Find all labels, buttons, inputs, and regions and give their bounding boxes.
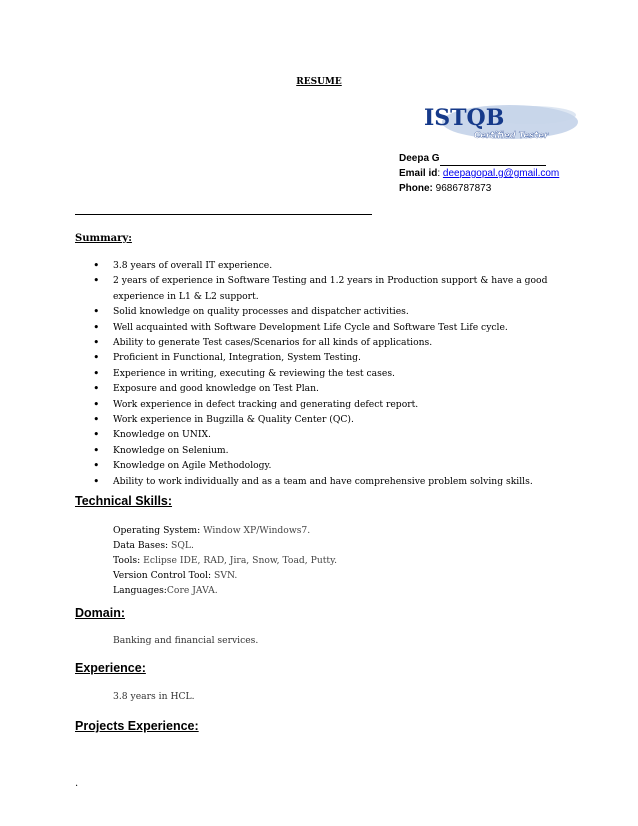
list-item: • Ability to generate Test cases/Scenarios for all kinds of applications. <box>93 335 563 350</box>
list-item: • Knowledge on Selenium. <box>93 443 563 458</box>
skill-value: Core JAVA. <box>166 585 218 596</box>
phone-label: Phone: <box>399 183 433 194</box>
divider-line <box>75 214 372 215</box>
domain-text: Banking and financial services. <box>113 635 259 646</box>
list-item: • Solid knowledge on quality processes and dispatcher activities. <box>93 304 563 319</box>
list-item: • Exposure and good knowledge on Test Plan. <box>93 381 563 396</box>
experience-heading: Experience: <box>75 661 146 675</box>
skill-label: Version Control Tool: <box>113 570 212 581</box>
istqb-logo <box>420 101 578 143</box>
list-item: • Ability to work individually and as a team and have comprehensive problem solving skills. <box>93 474 563 489</box>
candidate-name: Deepa G <box>399 153 440 164</box>
summary-list <box>93 258 563 489</box>
skill-label: Tools: <box>113 555 141 566</box>
email-label: Email id <box>399 168 438 179</box>
skill-value: SQL. <box>168 540 194 551</box>
projects-experience-heading: Projects Experience: <box>75 719 199 733</box>
email-link[interactable]: deepagopal.g@gmail.com <box>442 168 560 179</box>
summary-heading: Summary: <box>75 233 132 244</box>
contact-email-line: Email id: deepagopal.g@gmail.com <box>399 168 560 179</box>
list-item: • Well acquainted with Software Development Life Cycle and Software Test Life cycle. <box>93 320 563 335</box>
svg-text:Certified Tester: Certified Tester <box>474 131 549 141</box>
list-item: • Work experience in defect tracking and generating defect report. <box>93 397 563 412</box>
domain-heading: Domain: <box>75 606 125 620</box>
technical-skills-list <box>113 523 337 598</box>
footer-mark: . <box>75 778 79 789</box>
list-item: • 2 years of experience in Software Testing and 1.2 years in Production support & have a good experience in L1 & L2 support. <box>93 273 563 304</box>
skill-value: Eclipse IDE, RAD, Jira, Snow, Toad, Putty. <box>140 555 338 566</box>
skill-value: Window XP/Windows7. <box>200 525 311 536</box>
skill-label: Operating System: <box>113 525 201 536</box>
contact-phone-line <box>399 181 559 196</box>
phone-number: 9686787873 <box>435 183 492 194</box>
contact-name-line <box>399 151 559 166</box>
list-item: • Proficient in Functional, Integration, System Testing. <box>93 350 563 365</box>
svg-text:ISTQB: ISTQB <box>424 105 505 131</box>
technical-skills-heading: Technical Skills: <box>75 494 173 508</box>
list-item: • Experience in writing, executing & reviewing the test cases. <box>93 366 563 381</box>
list-item: • Work experience in Bugzilla & Quality Center (QC). <box>93 412 563 427</box>
list-item: • 3.8 years of overall IT experience. <box>93 258 563 273</box>
experience-text: 3.8 years in HCL. <box>113 691 195 702</box>
resume-title: RESUME <box>296 77 342 87</box>
contact-block <box>399 151 559 196</box>
skill-row-tools <box>113 553 337 568</box>
skill-row-databases <box>113 538 337 553</box>
skill-label: Languages: <box>113 585 167 596</box>
skill-row-os <box>113 523 337 538</box>
skill-row-vcs <box>113 568 337 583</box>
skill-value: SVN. <box>211 570 238 581</box>
skill-row-languages <box>113 583 337 598</box>
list-item: • Knowledge on UNIX. <box>93 427 563 442</box>
list-item: • Knowledge on Agile Methodology. <box>93 458 563 473</box>
skill-label: Data Bases: <box>113 540 169 551</box>
